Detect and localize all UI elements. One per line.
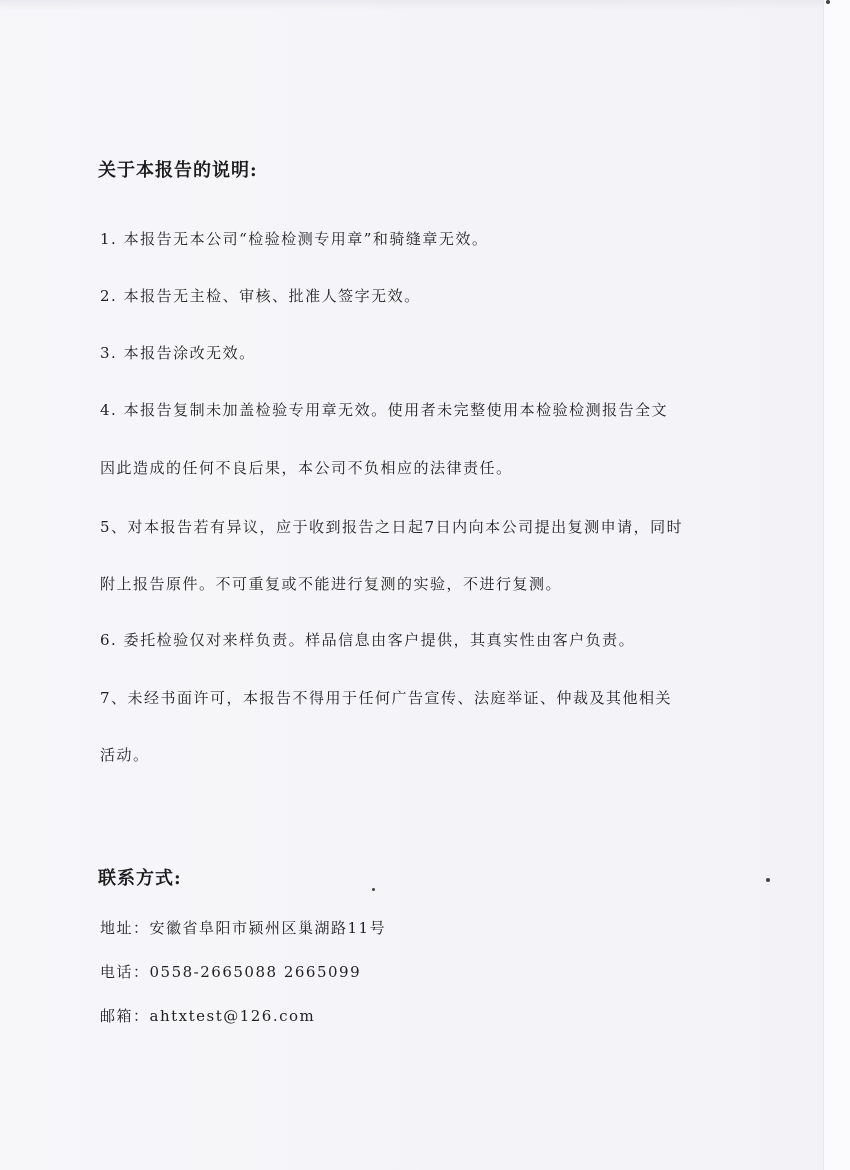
notes-heading: 关于本报告的说明:: [98, 160, 258, 181]
scan-speck: [766, 878, 770, 882]
contact-address: 地址：安徽省阜阳市颍州区巢湖路11号: [100, 919, 387, 937]
note-item-6: 6. 委托检验仅对来样负责。样品信息由客户提供，其真实性由客户负责。: [100, 631, 636, 649]
note-item-4: 4. 本报告复制未加盖检验专用章无效。使用者未完整使用本检验检测报告全文: [100, 401, 669, 419]
scan-speck: [826, 0, 830, 4]
note-item-5: 5、对本报告若有异议，应于收到报告之日起7日内向本公司提出复测申请，同时: [100, 518, 684, 536]
note-item-1: 1. 本报告无本公司“检验检测专用章”和骑缝章无效。: [100, 230, 489, 248]
scan-speck: [372, 888, 375, 891]
note-item-4-continued: 因此造成的任何不良后果，本公司不负相应的法律责任。: [100, 459, 513, 477]
note-item-7: 7、未经书面许可，本报告不得用于任何广告宣传、法庭举证、仲裁及其他相关: [100, 689, 673, 707]
contact-heading: 联系方式:: [98, 868, 182, 889]
note-item-5-continued: 附上报告原件。不可重复或不能进行复测的实验，不进行复测。: [100, 575, 563, 593]
scan-top-shadow: [0, 0, 824, 10]
note-item-3: 3. 本报告涂改无效。: [100, 344, 256, 362]
scan-right-edge: [823, 0, 850, 1170]
contact-email: 邮箱：ahtxtest@126.com: [100, 1007, 316, 1025]
note-item-7-continued: 活动。: [100, 746, 150, 764]
note-item-2: 2. 本报告无主检、审核、批准人签字无效。: [100, 287, 421, 305]
contact-phone: 电话：0558-2665088 2665099: [100, 963, 362, 981]
